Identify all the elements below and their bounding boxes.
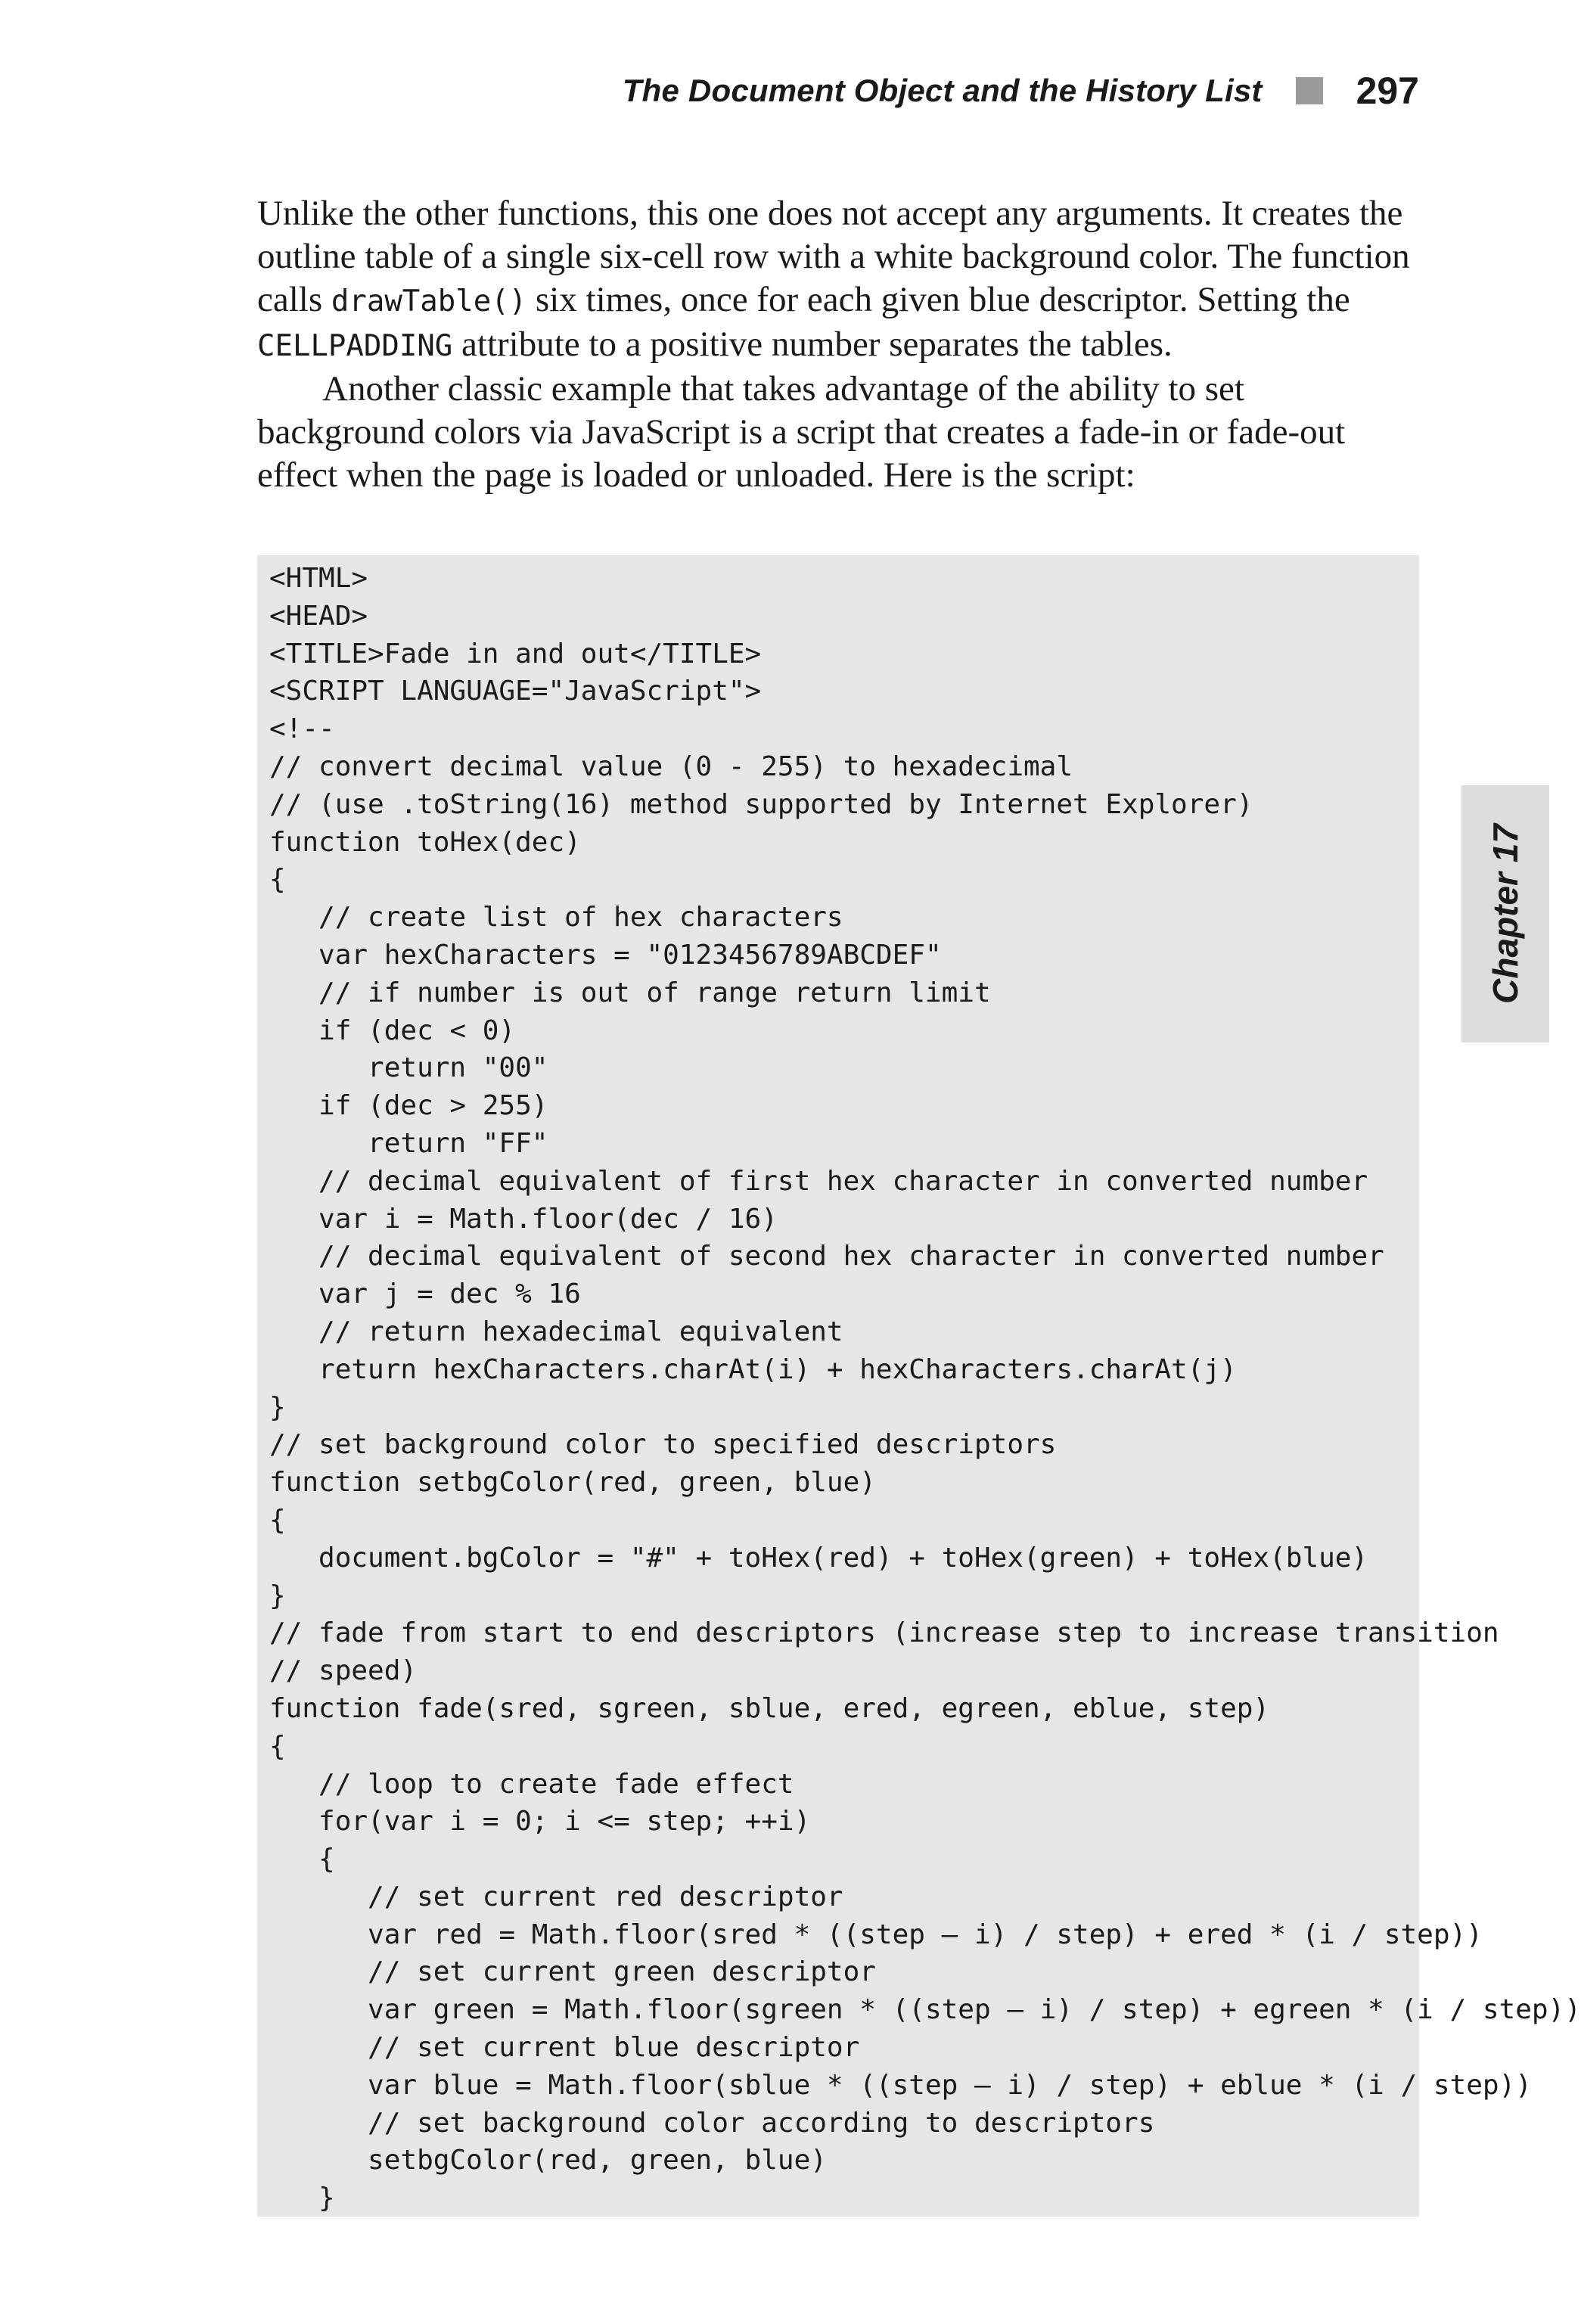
code-line: if (dec < 0) (269, 1014, 516, 1046)
code-line: // decimal equivalent of first hex character in converted number (269, 1165, 1368, 1197)
code-line: // (use .toString(16) method supported by Internet Explorer) (269, 788, 1253, 820)
code-line: { (269, 1504, 286, 1536)
code-line: setbgColor(red, green, blue) (269, 2145, 827, 2176)
code-line: var blue = Math.floor(sblue * ((step – i) / step) + eblue * (i / step)) (269, 2069, 1532, 2101)
page-number: 297 (1356, 70, 1419, 112)
code-line: // decimal equivalent of second hex character in converted number (269, 1241, 1384, 1272)
chapter-tab-label: Chapter 17 (1486, 824, 1525, 1004)
body-text (257, 192, 1419, 497)
code-line: for(var i = 0; i <= step; ++i) (269, 1806, 811, 1838)
code-line: var green = Math.floor(sgreen * ((step – i) / step) + egreen * (i / step)) (269, 1994, 1581, 2026)
code-line: // loop to create fade effect (269, 1768, 794, 1800)
chapter-tab (1461, 785, 1549, 1042)
code-line: { (269, 1730, 286, 1762)
code-line: // set current blue descriptor (269, 2032, 860, 2064)
code-line: var hexCharacters = "0123456789ABCDEF" (269, 939, 942, 971)
code-line: } (269, 2183, 335, 2214)
code-line: // create list of hex characters (269, 902, 843, 934)
paragraph-1-part-1: Unlike the other functions, this one does not accept any arguments. It creates the outline table of a single six-cell row with a white background color. The function calls (257, 194, 1410, 319)
code-line: // set background color to specified descriptors (269, 1429, 1057, 1461)
code-line: function toHex(dec) (269, 826, 581, 858)
code-line: document.bgColor = "#" + toHex(red) + toHex(green) + toHex(blue) (269, 1542, 1368, 1574)
code-line: // fade from start to end descriptors (increase step to increase transition (269, 1617, 1499, 1649)
code-line: // if number is out of range return limit (269, 977, 991, 1008)
code-line: // speed) (269, 1655, 418, 1687)
inline-code-drawtable: drawTable() (331, 284, 527, 318)
code-line: } (269, 1391, 286, 1423)
inline-code-cellpadding: CELLPADDING (257, 329, 453, 363)
paragraph-1-part-2: six times, once for each given blue descriptor. Setting the (526, 280, 1350, 319)
code-line: var j = dec % 16 (269, 1279, 581, 1310)
code-line: <TITLE>Fade in and out</TITLE> (269, 638, 762, 670)
code-line: // set current red descriptor (269, 1881, 843, 1912)
paragraph-1-part-3: attribute to a positive number separates the tables. (452, 325, 1173, 364)
code-line: var red = Math.floor(sred * ((step – i) / step) + ered * (i / step)) (269, 1919, 1483, 1950)
code-line: return "00" (269, 1052, 548, 1084)
code-line: // set current green descriptor (269, 1956, 876, 1988)
page-header (257, 67, 1419, 115)
code-line: <HTML> (269, 563, 368, 594)
code-line: // return hexadecimal equivalent (269, 1316, 843, 1347)
code-line: // set background color according to descriptors (269, 2107, 1155, 2139)
code-line: function fade(sred, sgreen, sblue, ered, egreen, eblue, step) (269, 1692, 1270, 1724)
header-square-marker (1296, 77, 1323, 104)
code-line: return "FF" (269, 1127, 548, 1159)
paragraph-2: Another classic example that takes advantage of the ability to set background colors via JavaScript is a script that creates a fade-in or fade-out effect when the page is loaded or unloaded. Here is the script: (257, 369, 1346, 495)
code-line: var i = Math.floor(dec / 16) (269, 1203, 778, 1235)
code-line: <!-- (269, 713, 335, 745)
code-line: return hexCharacters.charAt(i) + hexCharacters.charAt(j) (269, 1353, 1237, 1385)
code-line: } (269, 1580, 286, 1611)
code-line: { (269, 1844, 335, 1875)
code-line: // convert decimal value (0 - 255) to hexadecimal (269, 750, 1073, 782)
code-line: <HEAD> (269, 600, 368, 632)
code-line: <SCRIPT LANGUAGE="JavaScript"> (269, 676, 762, 707)
code-line: if (dec > 255) (269, 1090, 548, 1122)
code-line: function setbgColor(red, green, blue) (269, 1467, 876, 1499)
paragraph-1 (257, 192, 1419, 368)
running-head: The Document Object and the History List (622, 73, 1263, 108)
code-line: { (269, 864, 286, 896)
